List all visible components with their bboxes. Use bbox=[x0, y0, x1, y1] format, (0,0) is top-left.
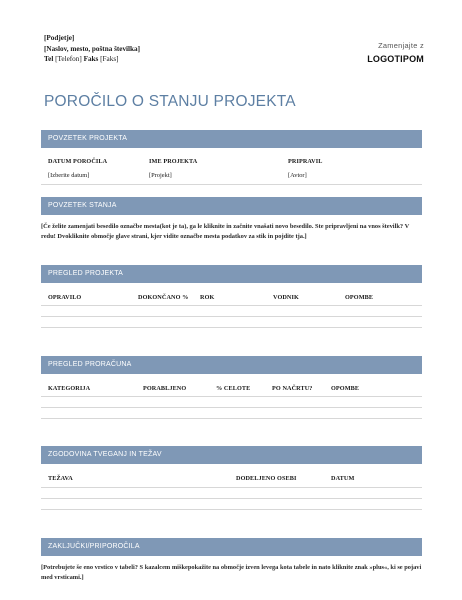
row-divider bbox=[41, 316, 422, 317]
row-divider bbox=[41, 418, 422, 419]
col-report-date: DATUM POROČILA bbox=[48, 158, 108, 165]
col-task: OPRAVILO bbox=[48, 294, 82, 301]
status-summary-text[interactable]: [Če želite zamenjati besedilo označbe mesta(kot je ta), ga le kliknite in začnite vnašati novo besedilo. Ste pripravljeni na vnos številk? V redu! Dvokliknite območje glave strani, kjer vidite označbe mesta podatkov za stik in pojdite tja.] bbox=[41, 223, 410, 240]
row-divider bbox=[41, 407, 422, 408]
col-percent-of-total: % CELOTE bbox=[216, 385, 251, 392]
section-header-conclusions: ZAKLJUČKI/PRIPOROČILA bbox=[41, 538, 422, 556]
row-divider bbox=[41, 327, 422, 328]
col-notes: OPOMBE bbox=[331, 385, 360, 392]
report-date-value[interactable]: [Izberite datum] bbox=[48, 172, 90, 179]
prepared-by-value[interactable]: [Avtor] bbox=[288, 172, 307, 179]
col-notes: OPOMBE bbox=[345, 294, 374, 301]
row-divider bbox=[41, 487, 422, 488]
project-name-value[interactable]: [Projekt] bbox=[149, 172, 172, 179]
col-project-name: IME PROJEKTA bbox=[149, 158, 198, 165]
section-header-risk-issue-history: ZGODOVINA TVEGANJ IN TEŽAV bbox=[41, 446, 422, 464]
col-complete-percent: DOKONČANO % bbox=[138, 294, 189, 301]
col-assigned-to: DODELJENO OSEBI bbox=[236, 475, 297, 482]
company-address[interactable]: [Naslov, mesto, poštna številka] bbox=[44, 44, 141, 53]
company-phone-fax-line bbox=[44, 54, 140, 65]
logo-replace-text: Zamenjajte z bbox=[378, 41, 424, 50]
section-header-project-summary: POVZETEK PROJEKTA bbox=[41, 130, 422, 148]
logo-text: LOGOTIPOM bbox=[367, 54, 424, 64]
section-header-budget-overview: PREGLED PRORAČUNA bbox=[41, 356, 422, 374]
row-divider bbox=[41, 305, 422, 306]
page-header bbox=[44, 33, 424, 69]
col-issue: TEŽAVA bbox=[48, 475, 73, 482]
col-category: KATEGORIJA bbox=[48, 385, 91, 392]
phone-value[interactable]: [Telefon] bbox=[55, 55, 82, 63]
logo-placeholder[interactable] bbox=[367, 41, 424, 64]
row-divider bbox=[41, 498, 422, 499]
row-divider bbox=[41, 509, 422, 510]
col-spent: PORABLJENO bbox=[143, 385, 187, 392]
company-name[interactable]: [Podjetje] bbox=[44, 34, 75, 42]
conclusions-text[interactable]: [Potrebujete še eno vrstico v tabeli? S kazalcem miškepokažite na območje izven levega kota tabele in nato kliknite znak »plus«, ki se pojavi med vrsticami.] bbox=[41, 564, 422, 581]
page-title[interactable]: POROČILO O STANJU PROJEKTA bbox=[44, 93, 296, 110]
phone-label: Tel bbox=[44, 55, 54, 63]
row-divider bbox=[41, 184, 422, 185]
col-due-date: ROK bbox=[200, 294, 215, 301]
col-lead: VODNIK bbox=[273, 294, 299, 301]
col-prepared-by: PRIPRAVIL bbox=[288, 158, 323, 165]
section-header-status-summary: POVZETEK STANJA bbox=[41, 197, 422, 215]
section-header-project-overview: PREGLED PROJEKTA bbox=[41, 265, 422, 283]
company-contact-block bbox=[44, 33, 140, 65]
row-divider bbox=[41, 396, 422, 397]
fax-label: Faks bbox=[83, 55, 99, 63]
col-date: DATUM bbox=[331, 475, 355, 482]
fax-value[interactable]: [Faks] bbox=[100, 55, 119, 63]
col-on-track: PO NAČRTU? bbox=[272, 385, 313, 392]
